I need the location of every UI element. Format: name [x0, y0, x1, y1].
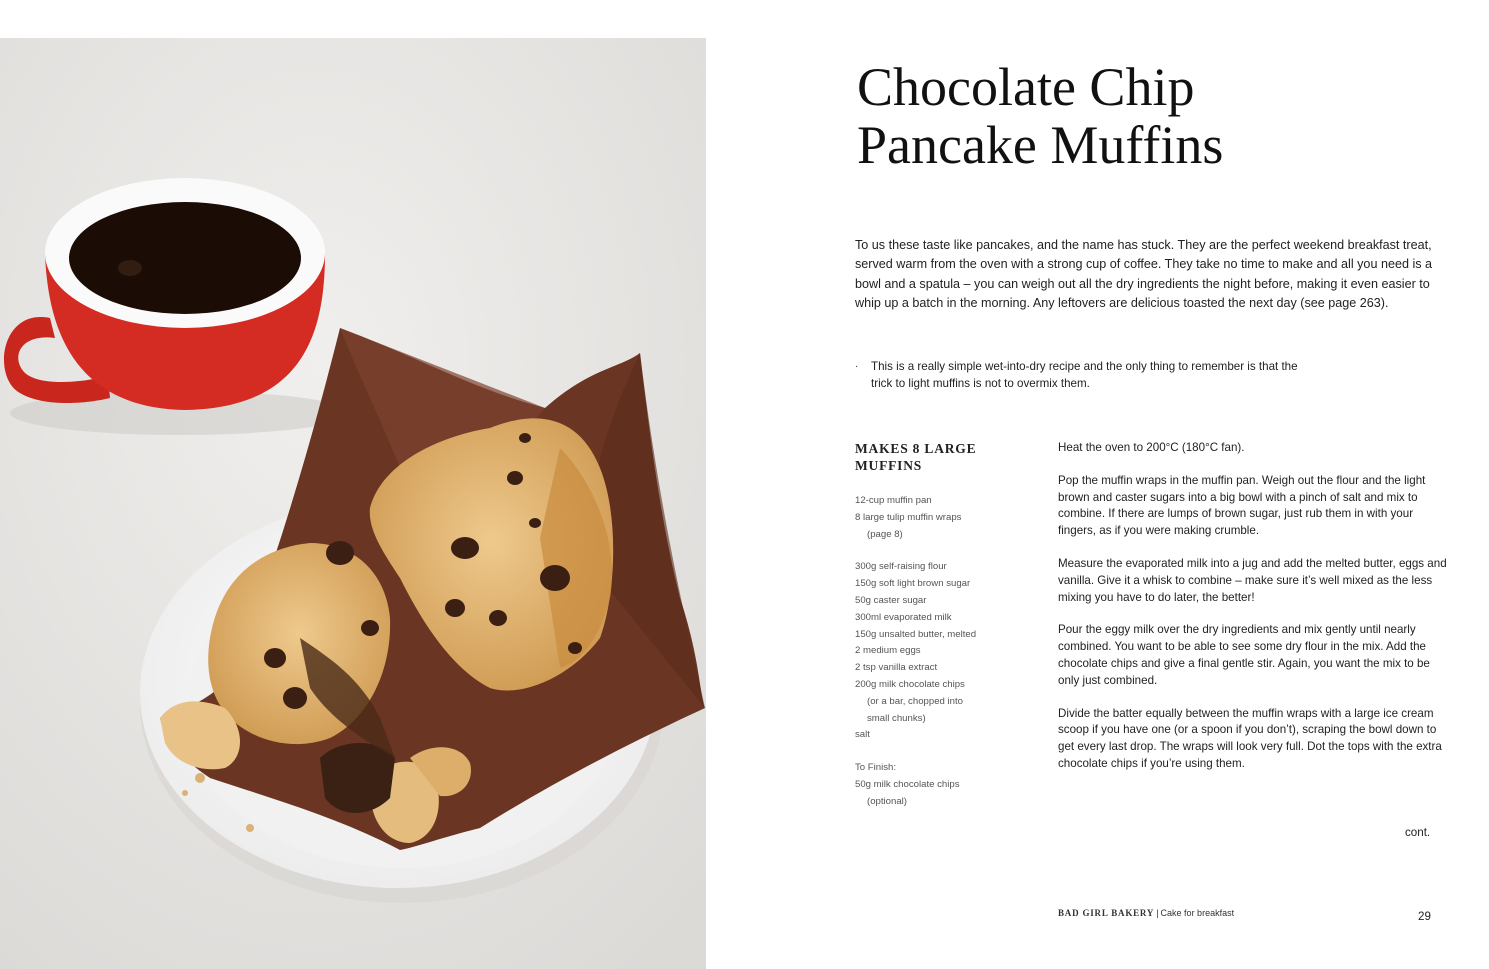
ingredient-list — [855, 493, 1035, 811]
ingredient-item: 2 medium eggs — [855, 645, 921, 657]
ingredient-item: (page 8) — [867, 528, 903, 540]
continued-label: cont. — [1405, 826, 1431, 839]
ingredient-subheading: To Finish: — [855, 762, 897, 774]
ingredient-item: (optional) — [867, 795, 907, 807]
method-step: Pour the eggy milk over the dry ingredients and mix gently until nearly combined. You want to be able to see some dry flour in the mix. Add the chocolate chips and give a final gentle stir. Again, you want the mix to be only just combined. — [1058, 623, 1430, 687]
ingredient-item: 50g caster sugar — [855, 594, 927, 606]
ingredient-item: 8 large tulip muffin wraps — [855, 511, 962, 523]
section-title: Cake for breakfast — [1160, 908, 1235, 918]
ingredient-item: 2 tsp vanilla extract — [855, 662, 938, 674]
page-number: 29 — [1418, 910, 1431, 923]
footer-separator: | — [1156, 908, 1159, 918]
yield-heading: MAKES 8 LARGE MUFFINS — [855, 441, 977, 473]
recipe-tip-text: This is a really simple wet-into-dry recipe and the only thing to remember is that the trick to light muffins is not to overmix them. — [871, 360, 1298, 390]
page-footer — [1058, 908, 1234, 918]
recipe-title — [857, 58, 1223, 174]
recipe-tip — [855, 358, 1305, 392]
recipe-title-line-1: Chocolate Chip — [857, 57, 1195, 117]
ingredient-item: small chunks) — [867, 712, 926, 724]
method-step: Heat the oven to 200°C (180°C fan). — [1058, 441, 1245, 454]
method-step: Measure the evaporated milk into a jug and add the melted butter, eggs and vanilla. Give it a whisk to combine – make sure it’s well mixed as the less mixing you have to do later, the better! — [1058, 556, 1447, 604]
method-step: Pop the muffin wraps in the muffin pan. Weigh out the flour and the light brown and caster sugars into a big bowl with a pinch of salt and mix to combine. If there are lumps of brown sugar, just rub them in with your fingers, as if you were making crumble. — [1058, 473, 1426, 538]
ingredient-item: salt — [855, 729, 870, 741]
ingredient-item: 150g soft light brown sugar — [855, 578, 971, 590]
bullet-icon: · — [855, 361, 859, 372]
method-steps — [1058, 440, 1448, 789]
ingredient-item: 12-cup muffin pan — [855, 495, 932, 506]
muffin-coffee-photo — [0, 38, 706, 969]
ingredient-item: 150g unsalted butter, melted — [855, 628, 977, 640]
ingredient-item: 200g milk chocolate chips — [855, 678, 965, 690]
recipe-intro: To us these taste like pancakes, and the name has stuck. They are the perfect weekend breakfast treat, served warm from the oven with a strong cup of coffee. They take no time to make and all you need is a bowl and a spatula – you can weigh out all the dry ingredients the night before, making it even easier to whip up a batch in the morning. Any leftovers are delicious toasted the next day (see page 263). — [855, 237, 1433, 311]
ingredient-item: (or a bar, chopped into — [867, 695, 964, 707]
book-title: BAD GIRL BAKERY — [1058, 908, 1155, 918]
recipe-title-line-2: Pancake Muffins — [857, 115, 1224, 175]
method-step: Divide the batter equally between the muffin wraps with a large ice cream scoop if you have one (or a spoon if you don’t), scraping the bowl down to get every last drop. The wraps will look very full. Dot the tops with the extra chocolate chips if you’re using them. — [1058, 706, 1442, 770]
ingredient-item: 50g milk chocolate chips — [855, 778, 960, 790]
ingredient-item: 300ml evaporated milk — [855, 611, 952, 623]
ingredient-item: 300g self-raising flour — [855, 561, 947, 573]
